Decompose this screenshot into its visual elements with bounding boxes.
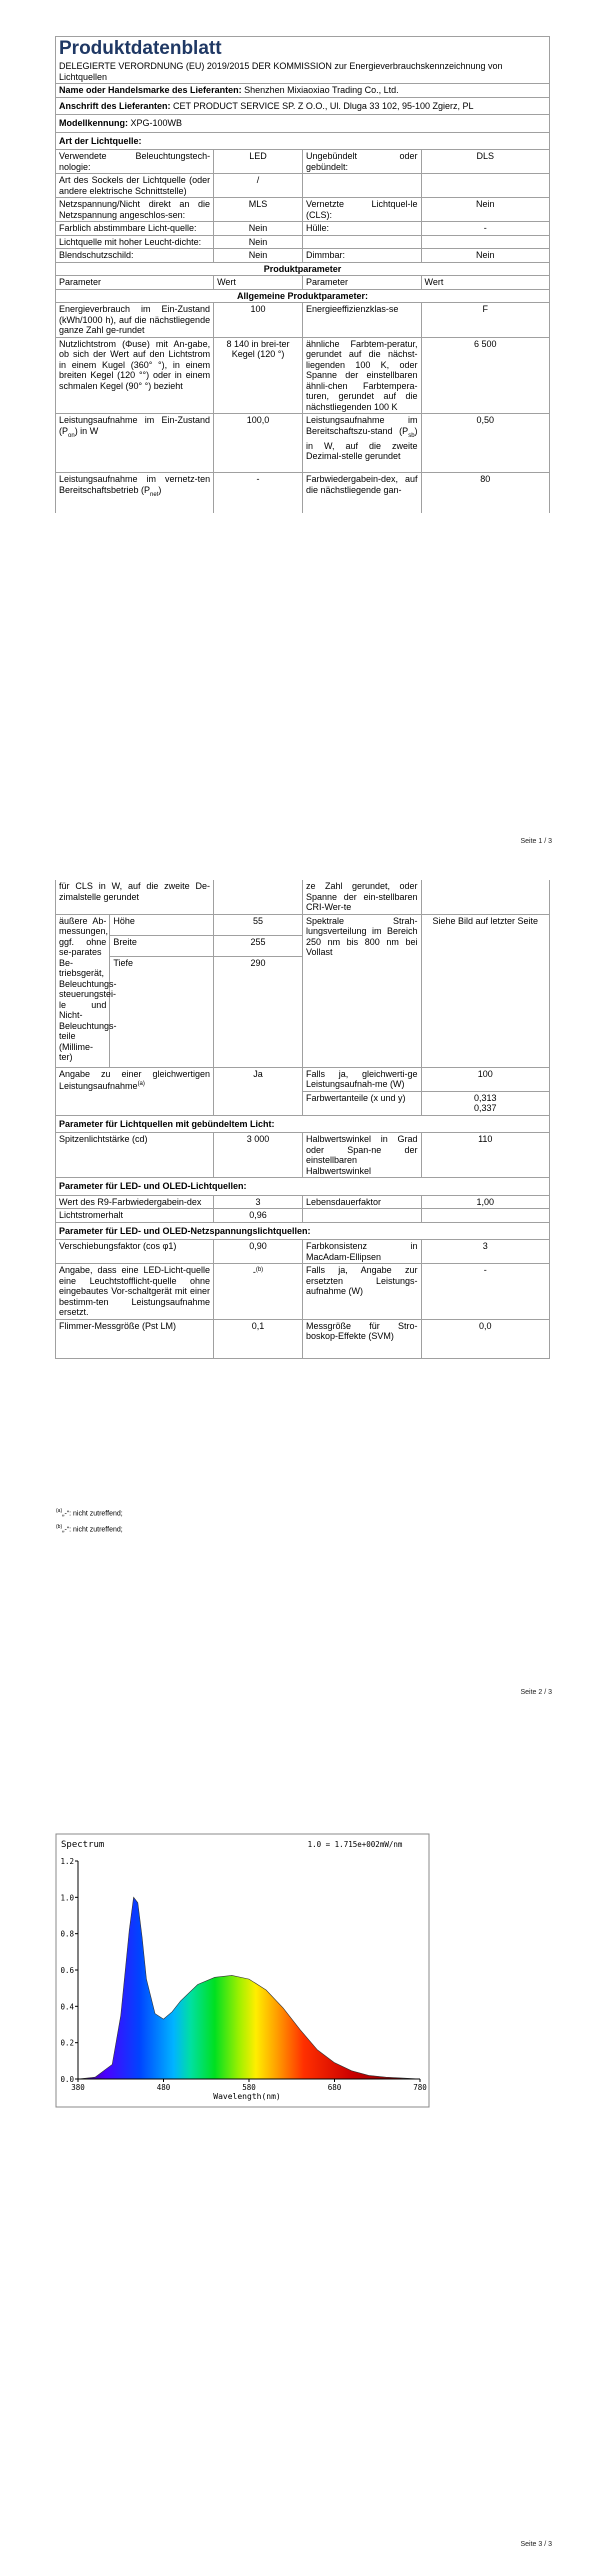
- dimension-value: 255: [214, 935, 303, 956]
- footnote-a: $^{(a)}$„-“: nicht zutreffend;: [56, 1508, 123, 1518]
- x-tick-label: 580: [242, 2083, 256, 2092]
- datasheet-table-page-1: [55, 36, 550, 513]
- lt-row-value: Nein: [214, 249, 303, 263]
- spectrum-chart: [55, 1833, 430, 2108]
- lt-row-value: Nein: [214, 222, 303, 236]
- macadam-label: Farbkonsistenz in MacAdam-Ellipsen: [302, 1240, 421, 1264]
- equivalent-power-claim-value: Ja: [214, 1067, 303, 1115]
- replacement-claim-value: -$^{(b)}$: [214, 1264, 303, 1320]
- equivalent-power-claim-label: Angabe zu einer gleichwertigen Leistungsaufnahme$^{(a)}$: [56, 1067, 214, 1115]
- page-2: [0, 870, 603, 1721]
- lt-row-value: [421, 174, 549, 198]
- page-number: Seite 1 / 3: [520, 838, 552, 845]
- dls-params-heading: Parameter für Lichtquellen mit gebündeltem Licht:: [56, 1115, 550, 1133]
- chromaticity-label: Farbwertanteile (x und y): [302, 1091, 421, 1115]
- general-params-heading: Allgemeine Produktparameter:: [56, 289, 550, 303]
- lt-row-label: Netzspannung/Nicht direkt an die Netzspannung angeschlos-sen:: [56, 198, 214, 222]
- param-value: 6 500: [421, 337, 549, 414]
- param-label: Nutzlichtstrom (Φuse) mit An-gabe, ob sich der Wert auf den Lichtstrom in einem Kugel (360° °), in einem breiten Kegel (120 °°) oder in einem schmalen Kegel (90° °) bezieht: [56, 337, 214, 414]
- survival-factor-label: Lebensdauerfaktor: [302, 1195, 421, 1209]
- y-tick-label: 0.4: [60, 2002, 74, 2012]
- x-tick-label: 780: [413, 2083, 427, 2092]
- param-label: ähnliche Farbtem-peratur, gerundet auf die nächst-liegenden 100 K, oder Spanne der einstellbaren ähnli-chen Farbtempera-turen, gerundet auf die nächstliegenden 100 K: [302, 337, 421, 414]
- lt-row-value: MLS: [214, 198, 303, 222]
- onmode-power-label: Leistungsaufnahme im Ein-Zustand $(P_{on})$ in W: [56, 414, 214, 473]
- lt-row-value: /: [214, 174, 303, 198]
- lt-row-label: Verwendete Beleuchtungstech-nologie:: [56, 150, 214, 174]
- y-tick-label: 0.6: [60, 1966, 74, 1975]
- lt-row-value: Nein: [421, 198, 549, 222]
- lumen-maintenance-label: Lichtstromerhalt: [56, 1209, 214, 1223]
- product-params-heading: Produktparameter: [56, 262, 550, 276]
- param-value: 8 140 in brei-ter Kegel (120 °): [214, 337, 303, 414]
- chromaticity-value: [421, 1091, 549, 1115]
- regulation-text: DELEGIERTE VERORDNUNG (EU) 2019/2015 DER KOMMISSION zur Energieverbrauchskennzeichnung von Lichtquellen: [59, 61, 503, 82]
- lt-row-label: Lichtquelle mit hoher Leucht-dichte:: [56, 235, 214, 249]
- lt-row-label: [302, 174, 421, 198]
- lt-row-value: LED: [214, 150, 303, 174]
- power-factor-value: 0,90: [214, 1240, 303, 1264]
- page-3: [0, 1721, 603, 2560]
- replacement-power-value: -: [421, 1264, 549, 1320]
- datasheet-table-page-2: [55, 880, 550, 1359]
- model-value: XPG-100WB: [130, 118, 183, 128]
- y-tick-label: 0.0: [60, 2075, 74, 2084]
- chart-annotation: 1.0 = 1.715e+002mW/nm: [307, 1840, 403, 1849]
- beam-angle-value: 110: [421, 1133, 549, 1178]
- col-header-param: Parameter: [56, 276, 214, 290]
- network-standby-value: -: [214, 473, 303, 514]
- svm-value: 0,0: [421, 1319, 549, 1358]
- onmode-power-value: 100,0: [214, 414, 303, 473]
- lt-row-label: Art des Sockels der Lichtquelle (oder andere elektrische Schnittstelle): [56, 174, 214, 198]
- supplier-address-value: CET PRODUCT SERVICE SP. Z O.O., Ul. Dluga 33 102, 95-100 Zgierz, PL: [173, 100, 474, 111]
- page-number: Seite 2 / 3: [520, 1689, 552, 1696]
- peak-intensity-value: 3 000: [214, 1133, 303, 1178]
- param-value: F: [421, 303, 549, 338]
- y-tick-label: 1.2: [60, 1857, 74, 1866]
- standby-power-value: 0,50: [421, 414, 549, 473]
- equivalent-power-label: Falls ja, gleichwerti-ge Leistungsaufnah-me (W): [302, 1067, 421, 1091]
- supplier-address-label: Anschrift des Lieferanten:: [59, 100, 171, 111]
- x-axis-label: Wavelength(nm): [213, 2092, 281, 2101]
- equivalent-power-value: 100: [421, 1067, 549, 1091]
- x-tick-label: 380: [71, 2083, 85, 2092]
- survival-factor-value: 1,00: [421, 1195, 549, 1209]
- lt-row-value: [421, 235, 549, 249]
- param-value: 100: [214, 303, 303, 338]
- network-standby-label-cont: für CLS in W, auf die zweite De-zimalstelle gerundet: [56, 880, 214, 914]
- spectral-distribution-value: Siehe Bild auf letzter Seite: [421, 914, 549, 1067]
- footnote-b: $^{(b)}$„-“: nicht zutreffend;: [56, 1524, 123, 1534]
- y-tick-label: 1.0: [60, 1893, 74, 1903]
- dimension-value: 55: [214, 914, 303, 935]
- x-tick-label: 480: [156, 2083, 171, 2092]
- col-header-value: Wert: [421, 276, 549, 290]
- y-tick-label: 0.8: [60, 1929, 74, 1939]
- col-header-value: Wert: [214, 276, 303, 290]
- mains-params-heading: Parameter für LED- und OLED-Netzspannungslichtquellen:: [56, 1222, 550, 1240]
- r9-label: Wert des R9-Farbwiedergabein-dex: [56, 1195, 214, 1209]
- flicker-value: 0,1: [214, 1319, 303, 1358]
- lt-row-value: Nein: [421, 249, 549, 263]
- supplier-name-value: Shenzhen Mixiaoxiao Trading Co., Ltd.: [244, 85, 399, 95]
- lt-row-label: Hülle:: [302, 222, 421, 236]
- spectral-distribution-label: Spektrale Strah-lungsverteilung im Bereich 250 nm bis 800 nm bei Vollast: [302, 914, 421, 1067]
- lt-row-label: Farblich abstimmbare Licht-quelle:: [56, 222, 214, 236]
- dimension-name: Tiefe: [110, 956, 214, 1067]
- standby-power-label: Leistungsaufnahme im Bereitschaftszu-stand $(P_{sb})$ in W, auf die zweite Dezimal-stelle gerundet: [302, 414, 421, 473]
- y-tick-label: 0.2: [60, 2038, 74, 2048]
- peak-intensity-label: Spitzenlichtstärke (cd): [56, 1133, 214, 1178]
- chart-title: Spectrum: [61, 1840, 105, 1850]
- beam-angle-label: Halbwertswinkel in Grad oder Span-ne der einstellbaren Halbwertswinkel: [302, 1133, 421, 1178]
- x-tick-label: 680: [327, 2083, 342, 2092]
- flicker-label: Flimmer-Messgröße (Pst LM): [56, 1319, 214, 1358]
- model-label: Modellkennung:: [59, 118, 128, 128]
- light-source-type-heading: Art der Lichtquelle:: [56, 132, 550, 150]
- lt-row-value: DLS: [421, 150, 549, 174]
- r9-value: 3: [214, 1195, 303, 1209]
- cri-label-cont: ze Zahl gerundet, oder Spanne der ein-stellbaren CRI-Wer-te: [302, 880, 421, 914]
- supplier-name-label: Name oder Handelsmarke des Lieferanten:: [59, 85, 242, 95]
- dimensions-label: äußere Ab-messungen, ggf. ohne se-parates Be-triebsgerät, Beleuchtungs-steuerungstei-le und Nicht-Beleuchtungs-teile (Millime-ter): [56, 914, 110, 1067]
- lt-row-label: Dimmbar:: [302, 249, 421, 263]
- param-label: Energieeffizienzklas-se: [302, 303, 421, 338]
- page-number: Seite 3 / 3: [520, 2541, 552, 2548]
- power-factor-label: Verschiebungsfaktor (cos φ1): [56, 1240, 214, 1264]
- svm-label: Messgröße für Stro-boskop-Effekte (SVM): [302, 1319, 421, 1358]
- dimension-name: Höhe: [110, 914, 214, 935]
- replacement-claim-label: Angabe, dass eine LED-Licht-quelle eine Leuchtstofflicht-quelle ohne eingebautes Vor-schaltgerät mit einer bestimm-ten Leistungsaufnahme ersetzt.: [56, 1264, 214, 1320]
- lt-row-label: Blendschutzschild:: [56, 249, 214, 263]
- param-label: Energieverbrauch im Ein-Zustand (kWh/1000 h), auf die nächstliegende ganze Zahl ge-rundet: [56, 303, 214, 338]
- lt-row-label: Ungebündelt oder gebündelt:: [302, 150, 421, 174]
- dimension-name: Breite: [110, 935, 214, 956]
- document-title: Produktdatenblatt: [59, 38, 222, 59]
- lt-row-value: Nein: [214, 235, 303, 249]
- cri-value: 80: [421, 473, 549, 514]
- led-params-heading: Parameter für LED- und OLED-Lichtquellen:: [56, 1178, 550, 1196]
- cri-label: Farbwiedergabein-dex, auf die nächstliegende gan-: [302, 473, 421, 514]
- network-standby-label: Leistungsaufnahme im vernetz-ten Bereitschaftsbetrieb $(P_{net})$: [56, 473, 214, 514]
- chromaticity-y: 0,337: [473, 1103, 497, 1113]
- dimension-value: 290: [214, 956, 303, 1067]
- replacement-power-label: Falls ja, Angabe zur ersetzten Leistungs-aufnahme (W): [302, 1264, 421, 1320]
- page-1: [0, 0, 603, 870]
- lt-row-value: -: [421, 222, 549, 236]
- chromaticity-x: 0,313: [473, 1092, 497, 1103]
- macadam-value: 3: [421, 1240, 549, 1264]
- lt-row-label: Vernetzte Lichtquel-le (CLS):: [302, 198, 421, 222]
- lumen-maintenance-value: 0,96: [214, 1209, 303, 1223]
- col-header-param: Parameter: [302, 276, 421, 290]
- lt-row-label: [302, 235, 421, 249]
